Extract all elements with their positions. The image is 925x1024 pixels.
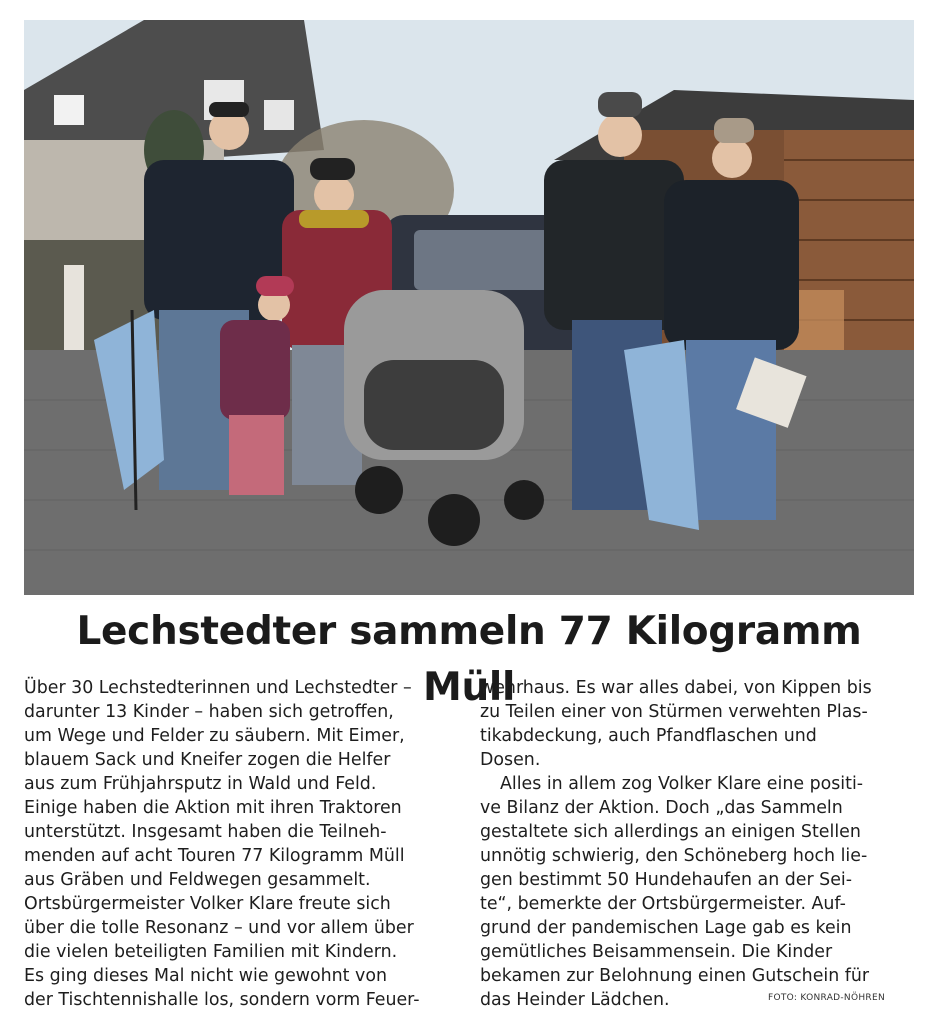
text-line: Es ging dieses Mal nicht wie gewohnt von bbox=[24, 966, 387, 986]
text-line: grund der pandemischen Lage gab es kein bbox=[480, 918, 852, 938]
text-line: tikabdeckung, auch Pfandflaschen und bbox=[480, 726, 817, 746]
article-headline: Lechstedter sammeln 77 Kilogramm Müll bbox=[76, 609, 862, 710]
text-line: gestaltete sich allerdings an einigen Stellen bbox=[480, 822, 861, 842]
text-line: darunter 13 Kinder – haben sich getroffen, bbox=[24, 702, 394, 722]
text-line: über die tolle Resonanz – und vor allem über bbox=[24, 918, 414, 938]
article-photo bbox=[24, 20, 914, 595]
text-line: die vielen beteiligten Familien mit Kindern. bbox=[24, 942, 398, 962]
text-line: Dosen. bbox=[480, 750, 541, 770]
text-line: ve Bilanz der Aktion. Doch „das Sammeln bbox=[480, 798, 843, 818]
text-line: te“, bemerkte der Ortsbürgermeister. Auf- bbox=[480, 894, 846, 914]
group-photo-illustration bbox=[24, 20, 914, 595]
text-line: blauem Sack und Kneifer zogen die Helfer bbox=[24, 750, 391, 770]
text-line: aus zum Frühjahrsputz in Wald und Feld. bbox=[24, 774, 377, 794]
text-line: das Heinder Lädchen. bbox=[480, 990, 670, 1010]
text-line: wehrhaus. Es war alles dabei, von Kippen bis bbox=[480, 678, 872, 698]
text-line: der Tischtennishalle los, sondern vorm Feuer- bbox=[24, 990, 420, 1010]
text-line: Einige haben die Aktion mit ihren Traktoren bbox=[24, 798, 402, 818]
text-line: menden auf acht Touren 77 Kilogramm Müll bbox=[24, 846, 405, 866]
text-line: bekamen zur Belohnung einen Gutschein für bbox=[480, 966, 870, 986]
text-line: um Wege und Felder zu säubern. Mit Eimer, bbox=[24, 726, 405, 746]
text-line: Über 30 Lechstedterinnen und Lechstedter – bbox=[24, 678, 412, 698]
text-line: gemütliches Beisammensein. Die Kinder bbox=[480, 942, 833, 962]
article-column-left bbox=[24, 676, 464, 1012]
text-line: unnötig schwierig, den Schöneberg hoch lie- bbox=[480, 846, 868, 866]
text-line: unterstützt. Insgesamt haben die Teilneh- bbox=[24, 822, 387, 842]
article-column-right bbox=[480, 676, 910, 1012]
text-line: aus Gräben und Feldwegen gesammelt. bbox=[24, 870, 371, 890]
text-line: Ortsbürgermeister Volker Klare freute sich bbox=[24, 894, 391, 914]
text-line: zu Teilen einer von Stürmen verwehten Plas- bbox=[480, 702, 868, 722]
text-line: gen bestimmt 50 Hundehaufen an der Sei- bbox=[480, 870, 853, 890]
text-line: Alles in allem zog Volker Klare eine positi- bbox=[500, 774, 864, 794]
photo-credit: FOTO: KONRAD-NÖHREN bbox=[768, 993, 885, 1003]
